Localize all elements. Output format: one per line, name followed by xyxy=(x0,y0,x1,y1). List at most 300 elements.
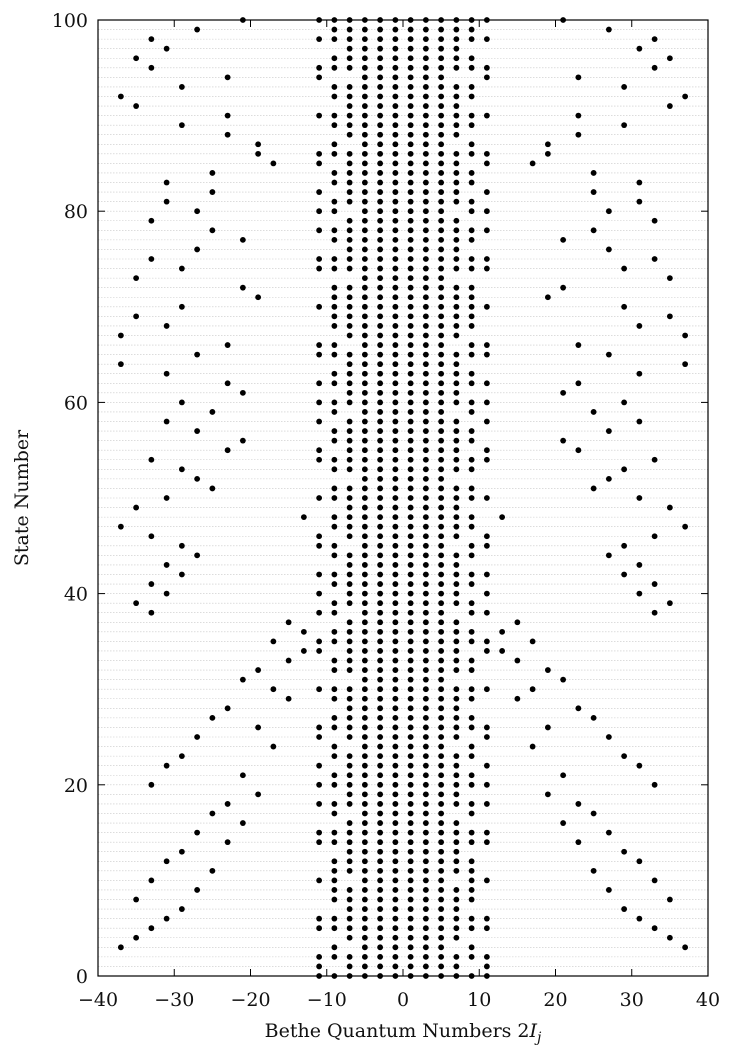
data-point xyxy=(377,753,383,759)
x-tick-label: −40 xyxy=(77,989,119,1011)
data-point xyxy=(545,151,551,157)
data-point xyxy=(408,208,414,214)
data-point xyxy=(301,629,307,635)
data-point xyxy=(408,457,414,463)
data-point xyxy=(438,619,444,625)
data-point xyxy=(331,696,337,702)
data-point xyxy=(362,820,368,826)
data-point xyxy=(408,820,414,826)
data-point xyxy=(316,447,322,453)
data-point xyxy=(164,419,170,425)
data-point xyxy=(347,916,353,922)
data-point xyxy=(423,151,429,157)
data-point xyxy=(316,839,322,845)
data-point xyxy=(347,304,353,310)
data-point xyxy=(392,686,398,692)
data-point xyxy=(392,161,398,167)
data-point xyxy=(209,715,215,721)
data-point xyxy=(438,858,444,864)
data-point xyxy=(408,294,414,300)
data-point xyxy=(347,925,353,931)
data-point xyxy=(652,256,658,262)
data-point xyxy=(377,725,383,731)
data-point xyxy=(408,342,414,348)
data-point xyxy=(148,533,154,539)
data-point xyxy=(331,552,337,558)
x-tick-label: −10 xyxy=(306,989,347,1011)
data-point xyxy=(453,887,459,893)
data-point xyxy=(484,400,490,406)
data-point xyxy=(408,533,414,539)
data-point xyxy=(148,925,154,931)
data-point xyxy=(469,639,475,645)
data-point xyxy=(362,725,368,731)
data-point xyxy=(362,495,368,501)
data-point xyxy=(438,744,444,750)
data-point xyxy=(347,180,353,186)
data-point xyxy=(438,639,444,645)
data-point xyxy=(331,715,337,721)
data-point xyxy=(362,734,368,740)
data-point xyxy=(469,294,475,300)
data-point xyxy=(347,333,353,339)
data-point xyxy=(392,744,398,750)
data-point xyxy=(469,304,475,310)
data-point xyxy=(347,667,353,673)
data-point xyxy=(164,180,170,186)
data-point xyxy=(667,313,673,319)
data-point xyxy=(118,524,124,530)
data-point xyxy=(392,639,398,645)
data-point xyxy=(438,208,444,214)
data-point xyxy=(423,170,429,176)
data-point xyxy=(331,141,337,147)
data-point xyxy=(438,476,444,482)
data-point xyxy=(621,543,627,549)
data-point xyxy=(575,447,581,453)
data-point xyxy=(392,409,398,415)
data-point xyxy=(362,906,368,912)
data-point xyxy=(453,361,459,367)
data-point xyxy=(484,725,490,731)
data-point xyxy=(530,744,536,750)
data-point xyxy=(377,74,383,80)
data-point xyxy=(423,600,429,606)
data-point xyxy=(408,419,414,425)
data-point xyxy=(179,543,185,549)
data-point xyxy=(377,715,383,721)
data-point xyxy=(194,208,200,214)
data-point xyxy=(286,619,292,625)
data-point xyxy=(453,629,459,635)
data-point xyxy=(469,543,475,549)
data-point xyxy=(423,648,429,654)
data-point xyxy=(575,342,581,348)
data-point xyxy=(392,944,398,950)
data-point xyxy=(377,686,383,692)
data-point xyxy=(225,132,231,138)
data-point xyxy=(148,581,154,587)
data-point xyxy=(545,667,551,673)
data-point xyxy=(423,744,429,750)
data-point xyxy=(316,878,322,884)
data-point xyxy=(347,791,353,797)
data-point xyxy=(469,342,475,348)
data-point xyxy=(377,887,383,893)
y-tick-label: 20 xyxy=(63,774,88,797)
data-point xyxy=(484,447,490,453)
data-point xyxy=(423,94,429,100)
data-point xyxy=(453,113,459,119)
data-point xyxy=(377,294,383,300)
data-point xyxy=(392,600,398,606)
data-point xyxy=(392,619,398,625)
data-point xyxy=(377,227,383,233)
data-point xyxy=(499,514,505,520)
data-point xyxy=(408,581,414,587)
data-point xyxy=(331,428,337,434)
data-point xyxy=(331,27,337,33)
data-point xyxy=(453,122,459,128)
data-point xyxy=(347,801,353,807)
x-tick-label: −30 xyxy=(154,989,195,1011)
data-point xyxy=(133,897,139,903)
data-point xyxy=(423,878,429,884)
data-point xyxy=(453,218,459,224)
data-point xyxy=(453,151,459,157)
data-point xyxy=(362,342,368,348)
data-point xyxy=(347,581,353,587)
data-point xyxy=(240,772,246,778)
data-point xyxy=(362,36,368,42)
data-point xyxy=(453,715,459,721)
data-point xyxy=(408,189,414,195)
data-point xyxy=(377,486,383,492)
data-point xyxy=(453,619,459,625)
data-point xyxy=(606,552,612,558)
data-point xyxy=(392,27,398,33)
data-point xyxy=(438,189,444,195)
data-point xyxy=(164,46,170,52)
data-point xyxy=(209,811,215,817)
data-point xyxy=(408,658,414,664)
data-point xyxy=(545,141,551,147)
data-point xyxy=(438,457,444,463)
data-point xyxy=(148,218,154,224)
data-point xyxy=(484,256,490,262)
data-point xyxy=(453,552,459,558)
data-point xyxy=(408,371,414,377)
data-point xyxy=(408,772,414,778)
data-point xyxy=(423,495,429,501)
data-point xyxy=(331,323,337,329)
data-point xyxy=(362,639,368,645)
data-point xyxy=(392,858,398,864)
data-point xyxy=(408,55,414,61)
data-point xyxy=(453,180,459,186)
data-point xyxy=(362,428,368,434)
data-point xyxy=(316,352,322,358)
data-point xyxy=(377,180,383,186)
data-point xyxy=(636,180,642,186)
x-tick-label: 40 xyxy=(695,989,721,1011)
data-point xyxy=(316,591,322,597)
data-point xyxy=(316,208,322,214)
data-point xyxy=(179,849,185,855)
data-point xyxy=(423,380,429,386)
data-point xyxy=(484,457,490,463)
data-point xyxy=(377,304,383,310)
data-point xyxy=(484,916,490,922)
data-point xyxy=(377,132,383,138)
data-point xyxy=(347,639,353,645)
data-point xyxy=(408,906,414,912)
data-point xyxy=(408,122,414,128)
data-point xyxy=(225,74,231,80)
data-point xyxy=(377,256,383,262)
data-point xyxy=(408,113,414,119)
data-point xyxy=(179,572,185,578)
data-point xyxy=(377,170,383,176)
data-point xyxy=(408,46,414,52)
data-point xyxy=(423,65,429,71)
data-point xyxy=(530,161,536,167)
data-point xyxy=(484,954,490,960)
data-point xyxy=(392,74,398,80)
data-point xyxy=(133,313,139,319)
data-point xyxy=(423,400,429,406)
data-point xyxy=(316,227,322,233)
data-point xyxy=(423,84,429,90)
data-point xyxy=(469,944,475,950)
data-point xyxy=(408,696,414,702)
data-point xyxy=(331,285,337,291)
data-point xyxy=(377,600,383,606)
data-point xyxy=(423,36,429,42)
data-point xyxy=(316,830,322,836)
data-point xyxy=(469,380,475,386)
data-point xyxy=(377,878,383,884)
data-point xyxy=(453,447,459,453)
data-point xyxy=(362,925,368,931)
data-point xyxy=(392,629,398,635)
data-point xyxy=(347,247,353,253)
data-point xyxy=(423,887,429,893)
data-point xyxy=(408,466,414,472)
data-point xyxy=(362,352,368,358)
data-point xyxy=(377,591,383,597)
data-point xyxy=(377,897,383,903)
data-point xyxy=(606,27,612,33)
data-point xyxy=(469,180,475,186)
data-point xyxy=(392,648,398,654)
data-point xyxy=(392,839,398,845)
data-point xyxy=(469,466,475,472)
data-point xyxy=(347,514,353,520)
data-point xyxy=(423,294,429,300)
data-point xyxy=(423,753,429,759)
data-point xyxy=(423,132,429,138)
data-point xyxy=(484,342,490,348)
data-point xyxy=(392,725,398,731)
data-point xyxy=(621,400,627,406)
data-point xyxy=(392,705,398,711)
data-point xyxy=(423,74,429,80)
data-point xyxy=(423,801,429,807)
data-point xyxy=(347,103,353,109)
data-point xyxy=(316,543,322,549)
data-point xyxy=(453,505,459,511)
data-point xyxy=(392,543,398,549)
data-point xyxy=(392,533,398,539)
data-point xyxy=(362,486,368,492)
data-point xyxy=(148,610,154,616)
data-point xyxy=(469,782,475,788)
data-point xyxy=(331,400,337,406)
data-point xyxy=(377,505,383,511)
data-point xyxy=(392,849,398,855)
data-point xyxy=(621,753,627,759)
data-point xyxy=(362,419,368,425)
data-point xyxy=(362,591,368,597)
data-point xyxy=(484,495,490,501)
data-point xyxy=(484,964,490,970)
data-point xyxy=(438,610,444,616)
data-point xyxy=(469,801,475,807)
data-point xyxy=(362,132,368,138)
data-point xyxy=(362,686,368,692)
data-point xyxy=(453,639,459,645)
data-point xyxy=(316,380,322,386)
data-point xyxy=(423,629,429,635)
data-point xyxy=(469,371,475,377)
data-point xyxy=(392,438,398,444)
data-point xyxy=(347,218,353,224)
data-point xyxy=(469,514,475,520)
data-point xyxy=(316,801,322,807)
data-point xyxy=(453,323,459,329)
data-point xyxy=(316,457,322,463)
data-point xyxy=(362,84,368,90)
data-point xyxy=(438,46,444,52)
data-point xyxy=(408,725,414,731)
data-point xyxy=(392,801,398,807)
data-point xyxy=(377,46,383,52)
data-point xyxy=(423,466,429,472)
data-point xyxy=(331,524,337,530)
data-point xyxy=(347,466,353,472)
data-point xyxy=(469,686,475,692)
data-point xyxy=(225,839,231,845)
data-point xyxy=(347,400,353,406)
data-point xyxy=(240,677,246,683)
data-point xyxy=(377,371,383,377)
data-point xyxy=(453,466,459,472)
data-point xyxy=(331,858,337,864)
data-point xyxy=(408,763,414,769)
data-point xyxy=(484,878,490,884)
data-point xyxy=(392,180,398,186)
data-point xyxy=(484,151,490,157)
data-point xyxy=(347,734,353,740)
data-point xyxy=(392,428,398,434)
data-point xyxy=(331,610,337,616)
data-point xyxy=(469,65,475,71)
data-point xyxy=(392,887,398,893)
data-point xyxy=(636,763,642,769)
data-point xyxy=(392,84,398,90)
data-point xyxy=(362,600,368,606)
data-point xyxy=(347,266,353,272)
data-point xyxy=(392,342,398,348)
data-point xyxy=(362,141,368,147)
data-point xyxy=(667,935,673,941)
data-point xyxy=(438,27,444,33)
data-point xyxy=(469,170,475,176)
data-point xyxy=(438,361,444,367)
data-point xyxy=(423,457,429,463)
data-point xyxy=(423,409,429,415)
data-point xyxy=(606,428,612,434)
data-point xyxy=(469,237,475,243)
data-point xyxy=(392,266,398,272)
data-point xyxy=(423,811,429,817)
data-point xyxy=(667,103,673,109)
data-point xyxy=(331,438,337,444)
data-point xyxy=(316,925,322,931)
data-point xyxy=(408,333,414,339)
data-point xyxy=(331,151,337,157)
data-point xyxy=(408,275,414,281)
data-point xyxy=(347,170,353,176)
data-point xyxy=(347,505,353,511)
data-point xyxy=(484,925,490,931)
data-point xyxy=(408,811,414,817)
data-point xyxy=(438,944,444,950)
data-point xyxy=(682,524,688,530)
data-point xyxy=(225,380,231,386)
data-point xyxy=(362,868,368,874)
data-point xyxy=(453,916,459,922)
data-point xyxy=(392,696,398,702)
data-point xyxy=(438,266,444,272)
data-point xyxy=(377,562,383,568)
data-point xyxy=(408,639,414,645)
data-point xyxy=(438,132,444,138)
data-point xyxy=(408,141,414,147)
data-point xyxy=(438,524,444,530)
data-point xyxy=(347,189,353,195)
data-point xyxy=(453,457,459,463)
data-point xyxy=(621,849,627,855)
data-point xyxy=(469,868,475,874)
data-point xyxy=(362,610,368,616)
data-point xyxy=(392,906,398,912)
data-point xyxy=(347,906,353,912)
data-point xyxy=(347,782,353,788)
data-point xyxy=(392,514,398,520)
data-point xyxy=(423,677,429,683)
data-point xyxy=(362,103,368,109)
data-point xyxy=(347,820,353,826)
data-point xyxy=(484,189,490,195)
data-point xyxy=(484,543,490,549)
data-point xyxy=(423,868,429,874)
data-point xyxy=(225,801,231,807)
data-point xyxy=(453,495,459,501)
data-point xyxy=(362,247,368,253)
data-point xyxy=(392,811,398,817)
